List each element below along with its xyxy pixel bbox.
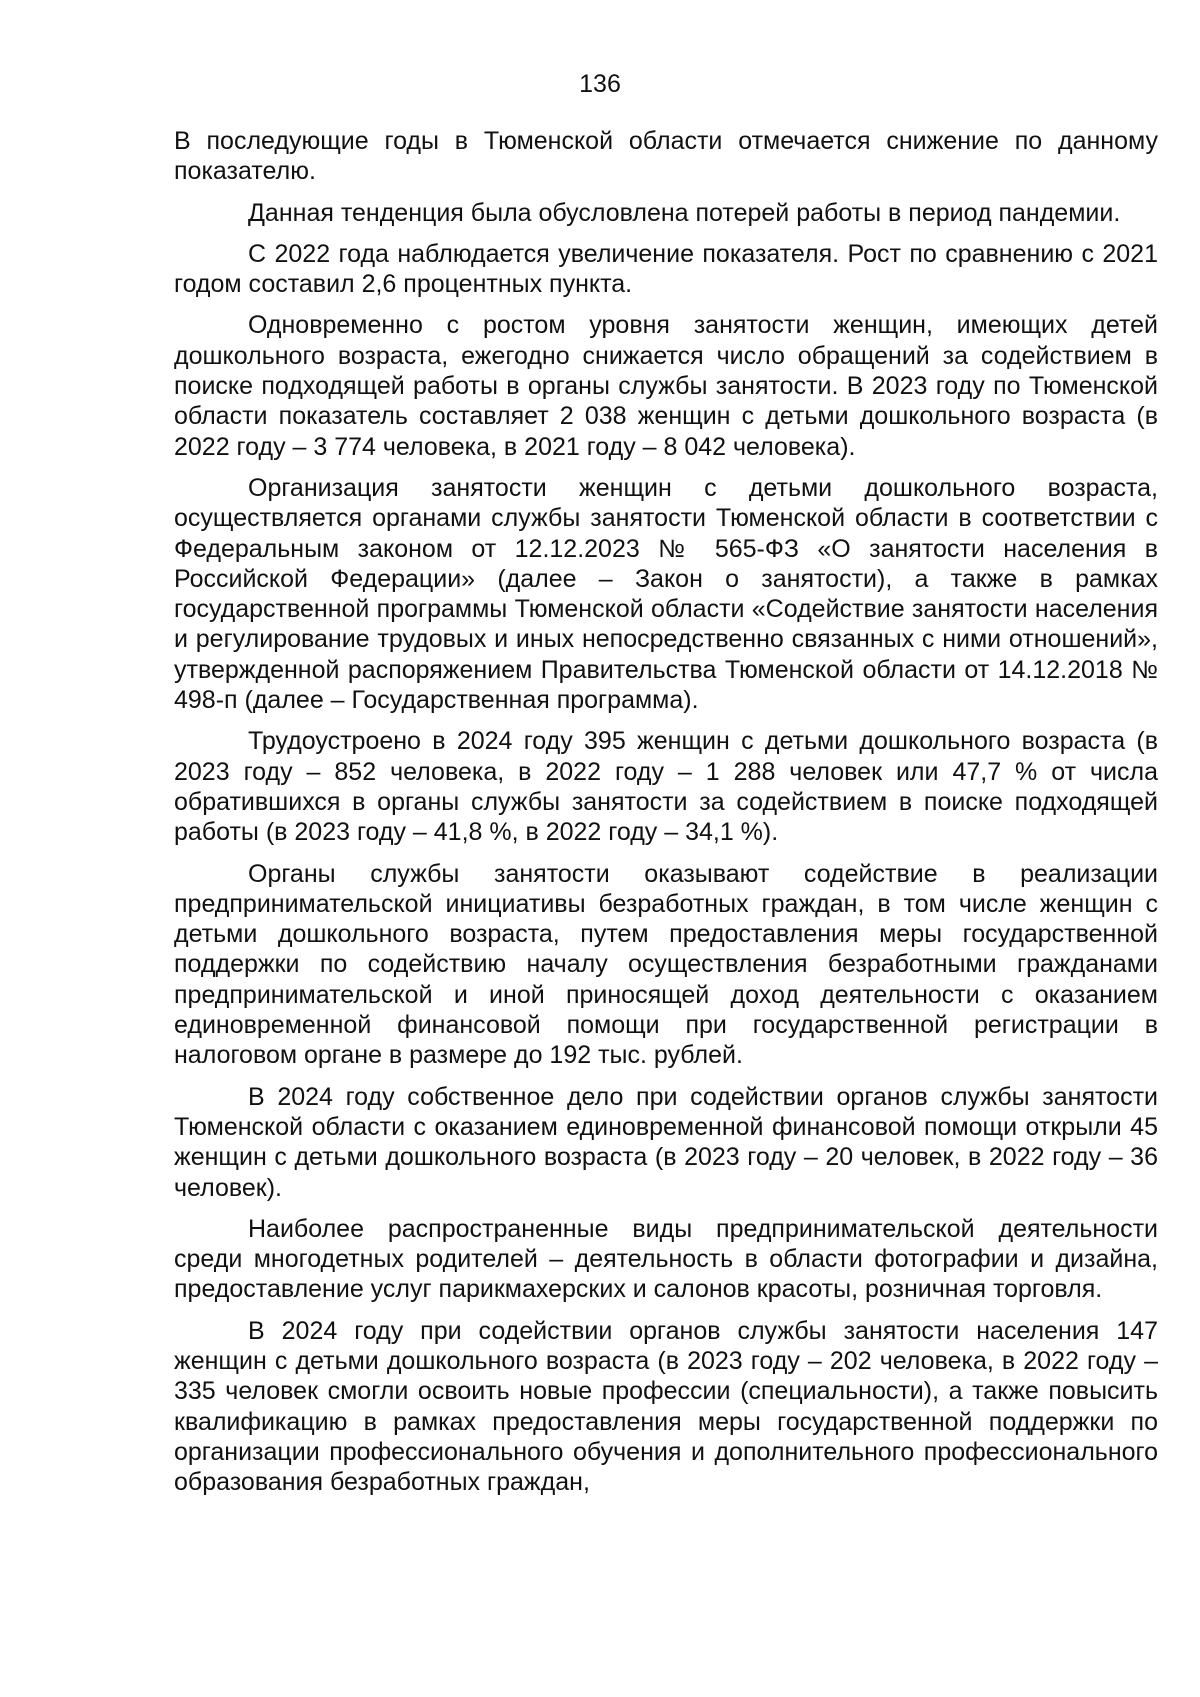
paragraph-4: Одновременно с ростом уровня занятости женщин, имеющих детей дошкольного возраста, ежегодно снижается число обращений за содействием в поиске подходящей работы в органы службы занятости. В 2023 году по Тюменской области показатель составляет 2 038 женщин с детьми дошкольного возраста (в 2022 году – 3 774 человека, в 2021 году – 8 042 человека). [174, 311, 1158, 461]
paragraph-5: Организация занятости женщин с детьми дошкольного возраста, осуществляется органами службы занятости Тюменской области в соответствии с Федеральным законом от 12.12.2023 № 565-ФЗ «О занятости населения в Российской Федерации» (далее – Закон о занятости), а также в рамках государственной программы Тюменской области «Содействие занятости населения и регулирование трудовых и иных непосредственно связанных с ними отношений», утвержденной распоряжением Правительства Тюменской области от 14.12.2018 № 498-п (далее – Государственная программа). [174, 473, 1158, 715]
document-body [174, 126, 1158, 1508]
paragraph-6: Трудоустроено в 2024 году 395 женщин с детьми дошкольного возраста (в 2023 году – 852 человека, в 2022 году – 1 288 человек или 47,7 % от числа обратившихся в органы службы занятости за содействием в поиске подходящей работы (в 2023 году – 41,8 %, в 2022 году – 34,1 %). [174, 727, 1158, 847]
paragraph-1: В последующие годы в Тюменской области отмечается снижение по данному показателю. [174, 127, 1158, 186]
paragraph-7: Органы службы занятости оказывают содействие в реализации предпринимательской инициативы безработных граждан, в том числе женщин с детьми дошкольного возраста, путем предоставления меры государственной поддержки по содействию началу осуществления безработными гражданами предпринимательской и иной приносящей доход деятельности с оказанием единовременной финансовой помощи при государственной регистрации в налоговом органе в размере до 192 тыс. рублей. [174, 859, 1158, 1070]
paragraph-3: С 2022 года наблюдается увеличение показателя. Рост по сравнению с 2021 годом составил 2,6 процентных пункта. [174, 239, 1158, 299]
paragraph-8: В 2024 году собственное дело при содействии органов службы занятости Тюменской области с оказанием единовременной финансовой помощи открыли 45 женщин с детьми дошкольного возраста (в 2023 году – 20 человек, в 2022 году – 36 человек). [174, 1082, 1158, 1202]
page-number: 136 [579, 70, 621, 98]
paragraph-10: В 2024 году при содействии органов службы занятости населения 147 женщин с детьми дошкольного возраста (в 2023 году – 202 человека, в 2022 году – 335 человек смогли освоить новые профессии (специальности), а также повысить квалификацию в рамках предоставления меры государственной поддержки по организации профессионального обучения и дополнительного профессионального образования безработных граждан, [174, 1316, 1158, 1497]
paragraph-9: Наиболее распространенные виды предпринимательской деятельности среди многодетных родителей – деятельность в области фотографии и дизайна, предоставление услуг парикмахерских и салонов красоты, розничная торговля. [174, 1214, 1158, 1304]
paragraph-2: Данная тенденция была обусловлена потерей работы в период пандемии. [248, 198, 1121, 227]
